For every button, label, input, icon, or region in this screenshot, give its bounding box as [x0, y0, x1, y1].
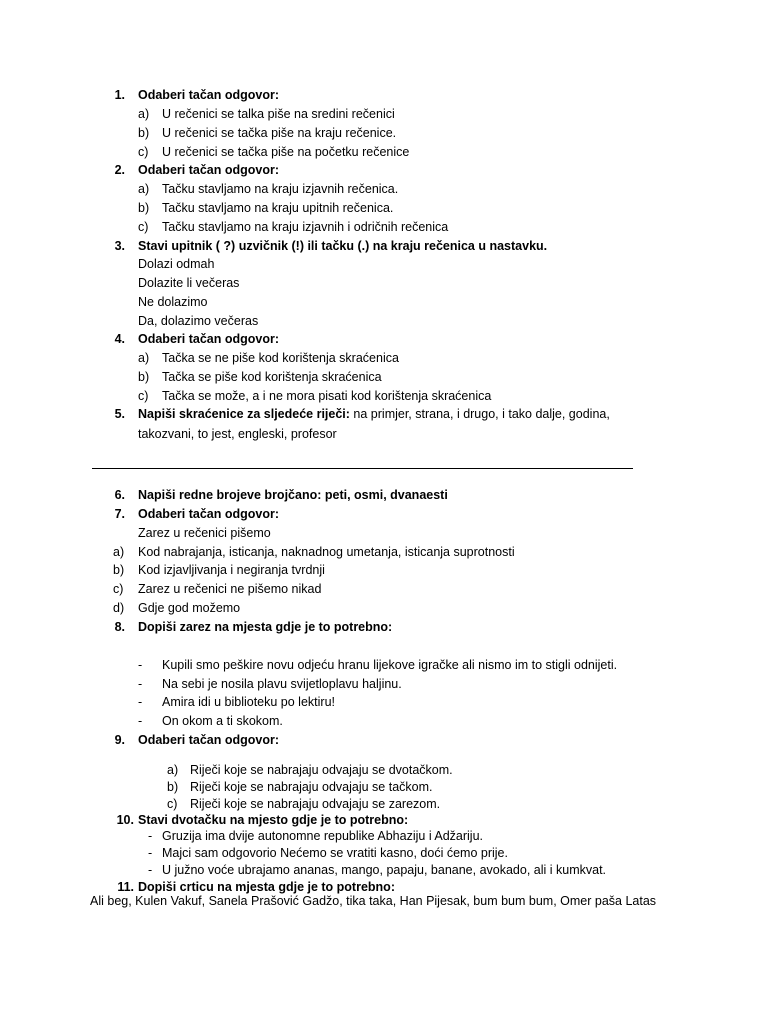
- q2-c-marker: c): [138, 220, 149, 234]
- q3-sentence: Dolazite li večeras: [138, 276, 240, 290]
- q11-title: Dopiši crticu na mjesta gdje je to potrebno:: [138, 880, 395, 894]
- q8-number: 8.: [114, 620, 125, 634]
- q8-dash: -: [138, 677, 143, 691]
- q1-c-text: U rečenici se tačka piše na početku rečenice: [162, 145, 410, 159]
- q7-a-marker: a): [113, 545, 125, 559]
- q3-sentence: Da, dolazimo večeras: [138, 314, 259, 328]
- q9-b-text: Riječi koje se nabrajaju odvajaju se tačkom.: [190, 780, 433, 794]
- q7-number: 7.: [114, 507, 125, 521]
- q7-title: Odaberi tačan odgovor:: [138, 507, 279, 521]
- q4-b-text: Tačka se piše kod korištenja skraćenica: [162, 370, 382, 384]
- q2-c-text: Tačku stavljamo na kraju izjavnih i odričnih rečenica: [162, 220, 449, 234]
- q7-c-text: Zarez u rečenici ne pišemo nikad: [138, 582, 322, 596]
- q2-number: 2.: [114, 163, 125, 177]
- q7-subtitle: Zarez u rečenici pišemo: [138, 526, 271, 540]
- q2-a-marker: a): [138, 182, 150, 196]
- q1-a-marker: a): [138, 107, 150, 121]
- q5-words: na primjer, strana, i drugo, i tako dalje, godina,: [353, 407, 610, 421]
- q5-number: 5.: [114, 407, 125, 421]
- q7-b-marker: b): [113, 563, 125, 577]
- q7-b-text: Kod izjavljivanja i negiranja tvrdnji: [138, 563, 325, 577]
- q9-a-text: Riječi koje se nabrajaju odvajaju se dvotačkom.: [190, 763, 453, 777]
- q3-title: Stavi upitnik ( ?) uzvičnik (!) ili tačku (.) na kraju rečenica u nastavku.: [138, 239, 548, 253]
- q1-b-marker: b): [138, 126, 150, 140]
- q10-item: Gruzija ima dvije autonomne republike Abhaziju i Adžariju.: [162, 829, 484, 843]
- q9-c-text: Riječi koje se nabrajaju odvajaju se zarezom.: [190, 797, 441, 811]
- answer-line: [92, 468, 633, 469]
- q9-c-marker: c): [167, 797, 178, 811]
- q9-b-marker: b): [167, 780, 179, 794]
- q6-number: 6.: [114, 488, 125, 502]
- q7-c-marker: c): [113, 582, 124, 596]
- q1-a-text: U rečenici se talka piše na sredini rečenici: [162, 107, 395, 121]
- q9-a-marker: a): [167, 763, 179, 777]
- q2-title: Odaberi tačan odgovor:: [138, 163, 279, 177]
- q7-d-marker: d): [113, 601, 125, 615]
- q7-d-text: Gdje god možemo: [138, 601, 241, 615]
- q8-item: Amira idi u biblioteku po lektiru!: [162, 695, 335, 709]
- q10-dash: -: [148, 829, 153, 843]
- q4-a-text: Tačka se ne piše kod korištenja skraćenica: [162, 351, 399, 365]
- q9-number: 9.: [114, 733, 125, 747]
- q10-dash: -: [148, 863, 153, 877]
- q8-dash: -: [138, 714, 143, 728]
- q11-words: Ali beg, Kulen Vakuf, Sanela Prašović Gadžo, tika taka, Han Pijesak, bum bum bum, Omer paša Latas: [90, 894, 657, 908]
- q6-title: Napiši redne brojeve brojčano: peti, osmi, dvanaesti: [138, 488, 448, 502]
- q3-number: 3.: [114, 239, 125, 253]
- q1-number: 1.: [114, 88, 125, 102]
- q8-item: On okom a ti skokom.: [162, 714, 283, 728]
- q3-sentence: Dolazi odmah: [138, 257, 215, 271]
- q8-dash: -: [138, 695, 143, 709]
- q3-sentence: Ne dolazimo: [138, 295, 208, 309]
- q5-line-1: [138, 406, 610, 422]
- q4-a-marker: a): [138, 351, 150, 365]
- q8-item: Kupili smo peškire novu odjeću hranu lijekove igračke ali nismo im to stigli odnijeti.: [162, 658, 618, 672]
- q4-title: Odaberi tačan odgovor:: [138, 332, 279, 346]
- q4-b-marker: b): [138, 370, 150, 384]
- q5-line-2: takozvani, to jest, engleski, profesor: [138, 427, 337, 441]
- q4-c-marker: c): [138, 389, 149, 403]
- q9-title: Odaberi tačan odgovor:: [138, 733, 279, 747]
- q10-dash: -: [148, 846, 153, 860]
- q2-a-text: Tačku stavljamo na kraju izjavnih rečenica.: [162, 182, 399, 196]
- q4-number: 4.: [114, 332, 125, 346]
- q5-title: Napiši skraćenice za sljedeće riječi:: [138, 407, 350, 421]
- q2-b-text: Tačku stavljamo na kraju upitnih rečenica.: [162, 201, 394, 215]
- q7-a-text: Kod nabrajanja, isticanja, naknadnog umetanja, isticanja suprotnosti: [138, 545, 515, 559]
- q1-b-text: U rečenici se tačka piše na kraju rečenice.: [162, 126, 397, 140]
- q1-title: Odaberi tačan odgovor:: [138, 88, 279, 102]
- q11-number: 11.: [117, 880, 134, 894]
- q2-b-marker: b): [138, 201, 150, 215]
- q8-item: Na sebi je nosila plavu svijetloplavu haljinu.: [162, 677, 402, 691]
- q8-title: Dopiši zarez na mjesta gdje je to potrebno:: [138, 620, 393, 634]
- q4-c-text: Tačka se može, a i ne mora pisati kod korištenja skraćenica: [162, 389, 492, 403]
- q10-title: Stavi dvotačku na mjesto gdje je to potrebno:: [138, 813, 409, 827]
- q8-dash: -: [138, 658, 143, 672]
- q10-item: Majci sam odgovorio Nećemo se vratiti kasno, doći ćemo prije.: [162, 846, 508, 860]
- q10-item: U južno voće ubrajamo ananas, mango, papaju, banane, avokado, ali i kumkvat.: [162, 863, 607, 877]
- q1-c-marker: c): [138, 145, 149, 159]
- q10-number: 10.: [116, 813, 134, 827]
